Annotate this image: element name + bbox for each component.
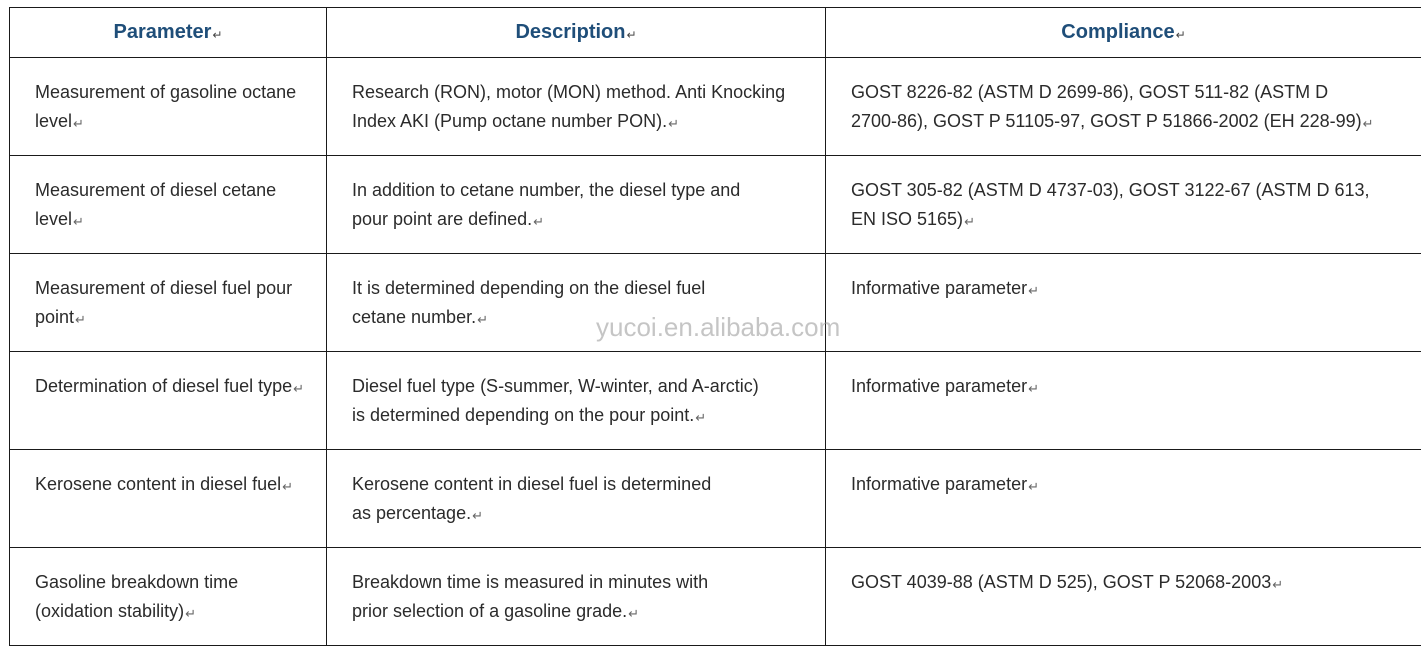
paragraph-mark-icon: ↵ bbox=[1272, 577, 1284, 592]
table-body bbox=[10, 58, 1421, 646]
cell-text-line: prior selection of a gasoline grade. bbox=[352, 601, 628, 621]
cell-text-line: as percentage. bbox=[352, 503, 472, 523]
paragraph-mark-icon: ↵ bbox=[73, 116, 84, 131]
cell-text-line: level bbox=[35, 209, 73, 229]
table-row bbox=[10, 254, 1421, 352]
cell-text-line: Informative parameter bbox=[851, 474, 1028, 494]
cell-text-line: Gasoline breakdown time bbox=[35, 572, 239, 592]
cell-compliance bbox=[826, 548, 1421, 646]
paragraph-mark-icon: ↵ bbox=[73, 214, 84, 229]
cell-parameter bbox=[10, 156, 327, 254]
cell-text-line: Research (RON), motor (MON) method. Anti Knocking bbox=[352, 82, 786, 102]
cell-text-line: GOST 8226-82 (ASTM D 2699-86), GOST 511-82 (ASTM D bbox=[851, 82, 1329, 102]
header-compliance bbox=[826, 8, 1421, 58]
cell-text-line: Informative parameter bbox=[851, 376, 1028, 396]
header-description-label: Description bbox=[515, 21, 626, 43]
cell-parameter bbox=[10, 254, 327, 352]
cell-compliance bbox=[826, 58, 1421, 156]
cell-text-line: Determination of diesel fuel type bbox=[35, 376, 293, 396]
cell-text-line: point bbox=[35, 307, 75, 327]
cell-description bbox=[327, 58, 826, 156]
table-row bbox=[10, 352, 1421, 450]
cell-text-line: (oxidation stability) bbox=[35, 601, 185, 621]
cell-description bbox=[327, 156, 826, 254]
cell-text-line: 2700-86), GOST P 51105-97, GOST P 51866-2002 (EH 228-99) bbox=[851, 111, 1362, 131]
paragraph-mark-icon: ↵ bbox=[1175, 28, 1186, 42]
cell-text-line: GOST 4039-88 (ASTM D 525), GOST P 52068-2003 bbox=[851, 572, 1272, 592]
paragraph-mark-icon: ↵ bbox=[1028, 283, 1039, 298]
cell-parameter bbox=[10, 450, 327, 548]
cell-text-line: Measurement of diesel fuel pour bbox=[35, 278, 293, 298]
cell-description bbox=[327, 254, 826, 352]
cell-text-line: EN ISO 5165) bbox=[851, 209, 964, 229]
cell-description bbox=[327, 450, 826, 548]
cell-description bbox=[327, 548, 826, 646]
cell-description bbox=[327, 352, 826, 450]
cell-text-line: Informative parameter bbox=[851, 278, 1028, 298]
paragraph-mark-icon: ↵ bbox=[293, 381, 305, 396]
cell-text-line: In addition to cetane number, the diesel type and bbox=[352, 180, 741, 200]
table-row bbox=[10, 156, 1421, 254]
cell-parameter bbox=[10, 548, 327, 646]
paragraph-mark-icon: ↵ bbox=[1362, 116, 1374, 131]
cell-text-line: Measurement of gasoline octane bbox=[35, 82, 297, 102]
cell-text-line: Kerosene content in diesel fuel is determined bbox=[352, 474, 712, 494]
cell-compliance bbox=[826, 450, 1421, 548]
paragraph-mark-icon: ↵ bbox=[472, 508, 483, 523]
cell-text-line: Diesel fuel type (S-summer, W-winter, and A-arctic) bbox=[352, 376, 759, 396]
cell-text-line: cetane number. bbox=[352, 307, 477, 327]
header-parameter bbox=[10, 8, 327, 58]
paragraph-mark-icon: ↵ bbox=[282, 479, 294, 494]
header-description bbox=[327, 8, 826, 58]
paragraph-mark-icon: ↵ bbox=[1028, 381, 1039, 396]
paragraph-mark-icon: ↵ bbox=[212, 28, 223, 42]
header-row bbox=[10, 8, 1421, 58]
paragraph-mark-icon: ↵ bbox=[185, 606, 196, 621]
cell-text-line: Breakdown time is measured in minutes with bbox=[352, 572, 709, 592]
table-row bbox=[10, 58, 1421, 156]
paragraph-mark-icon: ↵ bbox=[1028, 479, 1039, 494]
cell-text-line: pour point are defined. bbox=[352, 209, 533, 229]
table-row bbox=[10, 450, 1421, 548]
paragraph-mark-icon: ↵ bbox=[75, 312, 86, 327]
cell-text-line: Kerosene content in diesel fuel bbox=[35, 474, 282, 494]
paragraph-mark-icon: ↵ bbox=[964, 214, 975, 229]
header-compliance-label: Compliance bbox=[1061, 21, 1175, 43]
paragraph-mark-icon: ↵ bbox=[668, 116, 680, 131]
cell-parameter bbox=[10, 352, 327, 450]
watermark: yucoi.en.alibaba.com bbox=[596, 312, 841, 342]
spec-table bbox=[9, 7, 1421, 646]
paragraph-mark-icon: ↵ bbox=[477, 312, 488, 327]
cell-text-line: is determined depending on the pour point. bbox=[352, 405, 695, 425]
cell-compliance bbox=[826, 352, 1421, 450]
cell-text-line: Measurement of diesel cetane bbox=[35, 180, 277, 200]
cell-parameter bbox=[10, 58, 327, 156]
cell-text-line: Index AKI (Pump octane number PON). bbox=[352, 111, 668, 131]
paragraph-mark-icon: ↵ bbox=[695, 410, 707, 425]
cell-compliance bbox=[826, 254, 1421, 352]
cell-text-line: level bbox=[35, 111, 73, 131]
cell-text-line: It is determined depending on the diesel fuel bbox=[352, 278, 706, 298]
cell-compliance bbox=[826, 156, 1421, 254]
paragraph-mark-icon: ↵ bbox=[628, 606, 640, 621]
table-row bbox=[10, 548, 1421, 646]
paragraph-mark-icon: ↵ bbox=[533, 214, 545, 229]
header-parameter-label: Parameter bbox=[113, 21, 212, 43]
paragraph-mark-icon: ↵ bbox=[626, 28, 637, 42]
cell-text-line: GOST 305-82 (ASTM D 4737-03), GOST 3122-67 (ASTM D 613, bbox=[851, 180, 1370, 200]
spec-table-container bbox=[9, 7, 1421, 646]
